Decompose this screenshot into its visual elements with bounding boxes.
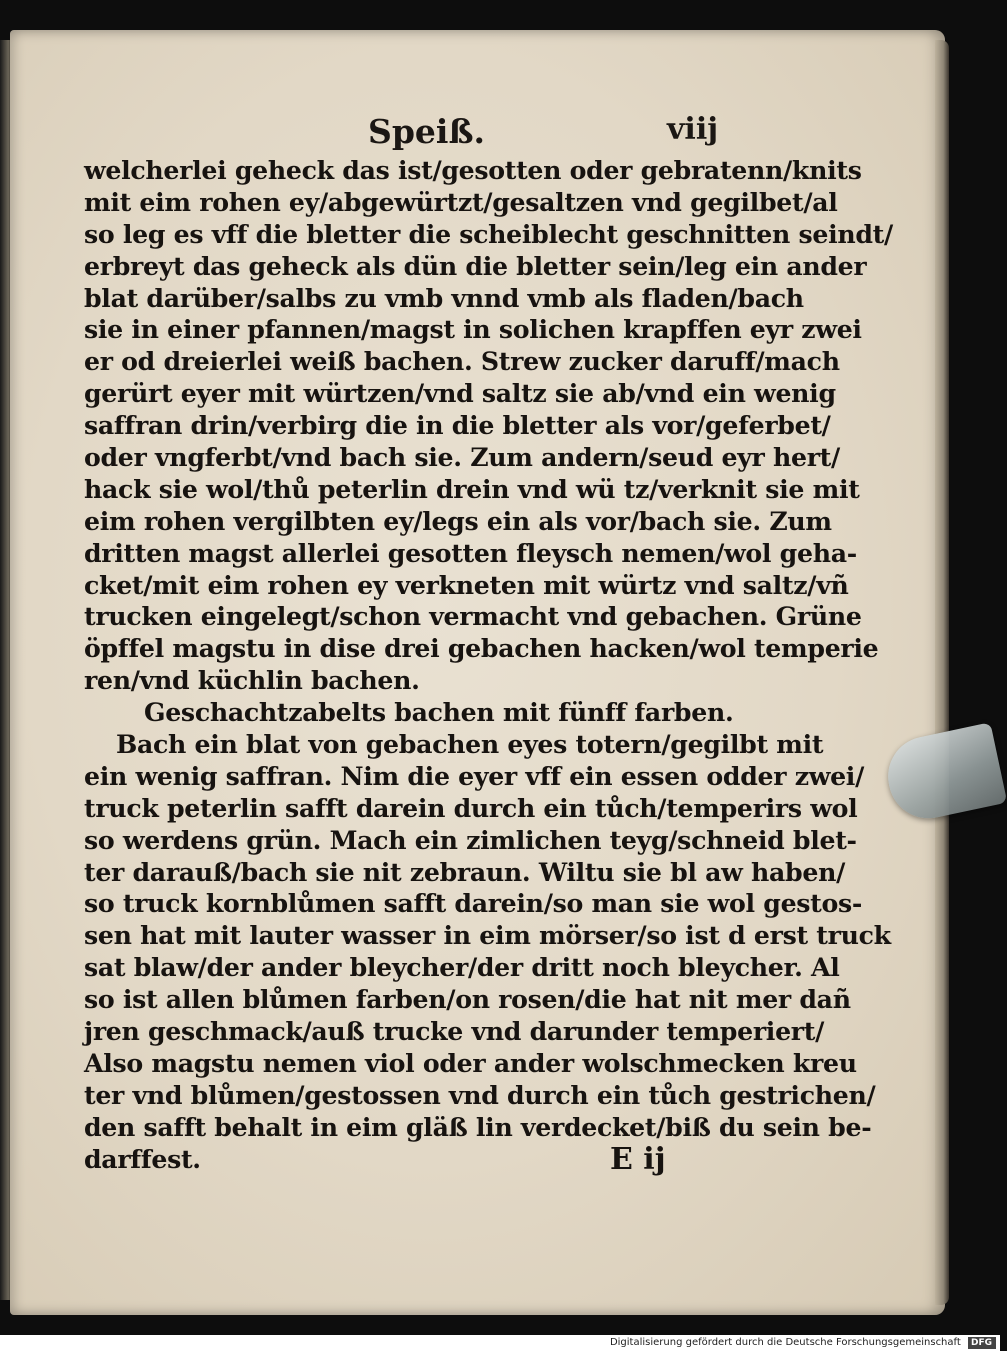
dfg-logo-icon: DFG xyxy=(968,1337,996,1349)
folio-number: viij xyxy=(667,112,719,147)
footer-credit: Digitalisierung gefördert durch die Deutsche Forschungsgemeinschaft xyxy=(609,1337,961,1348)
text-line: darffest. xyxy=(84,1143,201,1174)
text-line: sat blaw/der ander bleycher/der dritt noch bleycher. Al xyxy=(84,952,840,983)
text-line: ter darauß/bach sie nit zebraun. Wiltu sie bl aw haben/ xyxy=(84,856,845,887)
text-line: sie in einer pfannen/magst in solichen krapffen eyr zwei xyxy=(84,314,862,345)
page-header xyxy=(0,112,1000,152)
text-line: den safft behalt in eim gläß lin verdecket/biß du sein be- xyxy=(84,1111,872,1142)
text-line: so werdens grün. Mach ein zimlichen teyg/schneid blet- xyxy=(84,824,857,855)
text-line: erbreyt das geheck als dün die bletter sein/leg ein ander xyxy=(84,250,867,281)
text-line: so truck kornblůmen safft darein/so man sie wol gestos- xyxy=(84,888,863,919)
text-line: truck peterlin safft darein durch ein tůch/temperirs wol xyxy=(84,792,858,823)
text-line: welcherlei geheck das ist/gesotten oder gebratenn/knits xyxy=(84,155,862,185)
text-line: mit eim rohen ey/abgewürtzt/gesaltzen vnd gegilbet/al xyxy=(84,186,838,217)
text-line: hack sie wol/thů peterlin drein vnd wü tz/verknit sie mit xyxy=(84,473,860,504)
text-line: ein wenig saffran. Nim die eyer vff ein essen odder zwei/ xyxy=(84,760,864,791)
text-line: blat darüber/salbs zu vmb vnnd vmb als fladen/bach xyxy=(84,282,804,313)
text-line: ren/vnd küchlin bachen. xyxy=(84,665,420,696)
footer-bar xyxy=(0,1335,1000,1351)
running-head: Speiß. xyxy=(368,112,485,151)
text-line: so leg es vff die bletter die scheiblecht geschnitten seindt/ xyxy=(84,218,893,249)
body-text xyxy=(84,155,893,1176)
text-line: ter vnd blůmen/gestossen vnd durch ein tůch gestrichen/ xyxy=(84,1079,876,1110)
text-line: so ist allen blůmen farben/on rosen/die hat nit mer dañ xyxy=(84,984,851,1015)
text-line: er od dreierlei weiß bachen. Strew zucker daruff/mach xyxy=(84,346,840,377)
text-line: Also magstu nemen viol oder ander wolschmecken kreu xyxy=(84,1047,857,1078)
text-line: oder vngferbt/vnd bach sie. Zum andern/seud eyr hert/ xyxy=(84,442,840,473)
text-line: Bach ein blat von gebachen eyes totern/gegilbt mit xyxy=(116,729,824,760)
text-line: sen hat mit lauter wasser in eim mörser/so ist d erst truck xyxy=(84,920,891,951)
signature-mark: E ij xyxy=(610,1142,666,1177)
text-line: öpffel magstu in dise drei gebachen hacken/wol temperie xyxy=(84,633,879,664)
text-line: gerürt eyer mit würtzen/vnd saltz sie ab/vnd ein wenig xyxy=(84,378,836,409)
page-edge xyxy=(935,40,949,1305)
text-line: dritten magst allerlei gesotten fleysch nemen/wol geha- xyxy=(84,537,857,568)
text-line: eim rohen vergilbten ey/legs ein als vor/bach sie. Zum xyxy=(84,505,832,536)
text-line: jren geschmack/auß trucke vnd darunder temperiert/ xyxy=(84,1016,824,1047)
text-line: saffran drin/verbirg die in die bletter als vor/geferbet/ xyxy=(84,410,831,441)
text-line: cket/mit eim rohen ey verkneten mit würtz vnd saltz/vñ xyxy=(84,569,849,600)
section-heading: Geschachtzabelts bachen mit fünff farben. xyxy=(144,697,734,728)
text-line: trucken eingelegt/schon vermacht vnd gebachen. Grüne xyxy=(84,601,862,632)
